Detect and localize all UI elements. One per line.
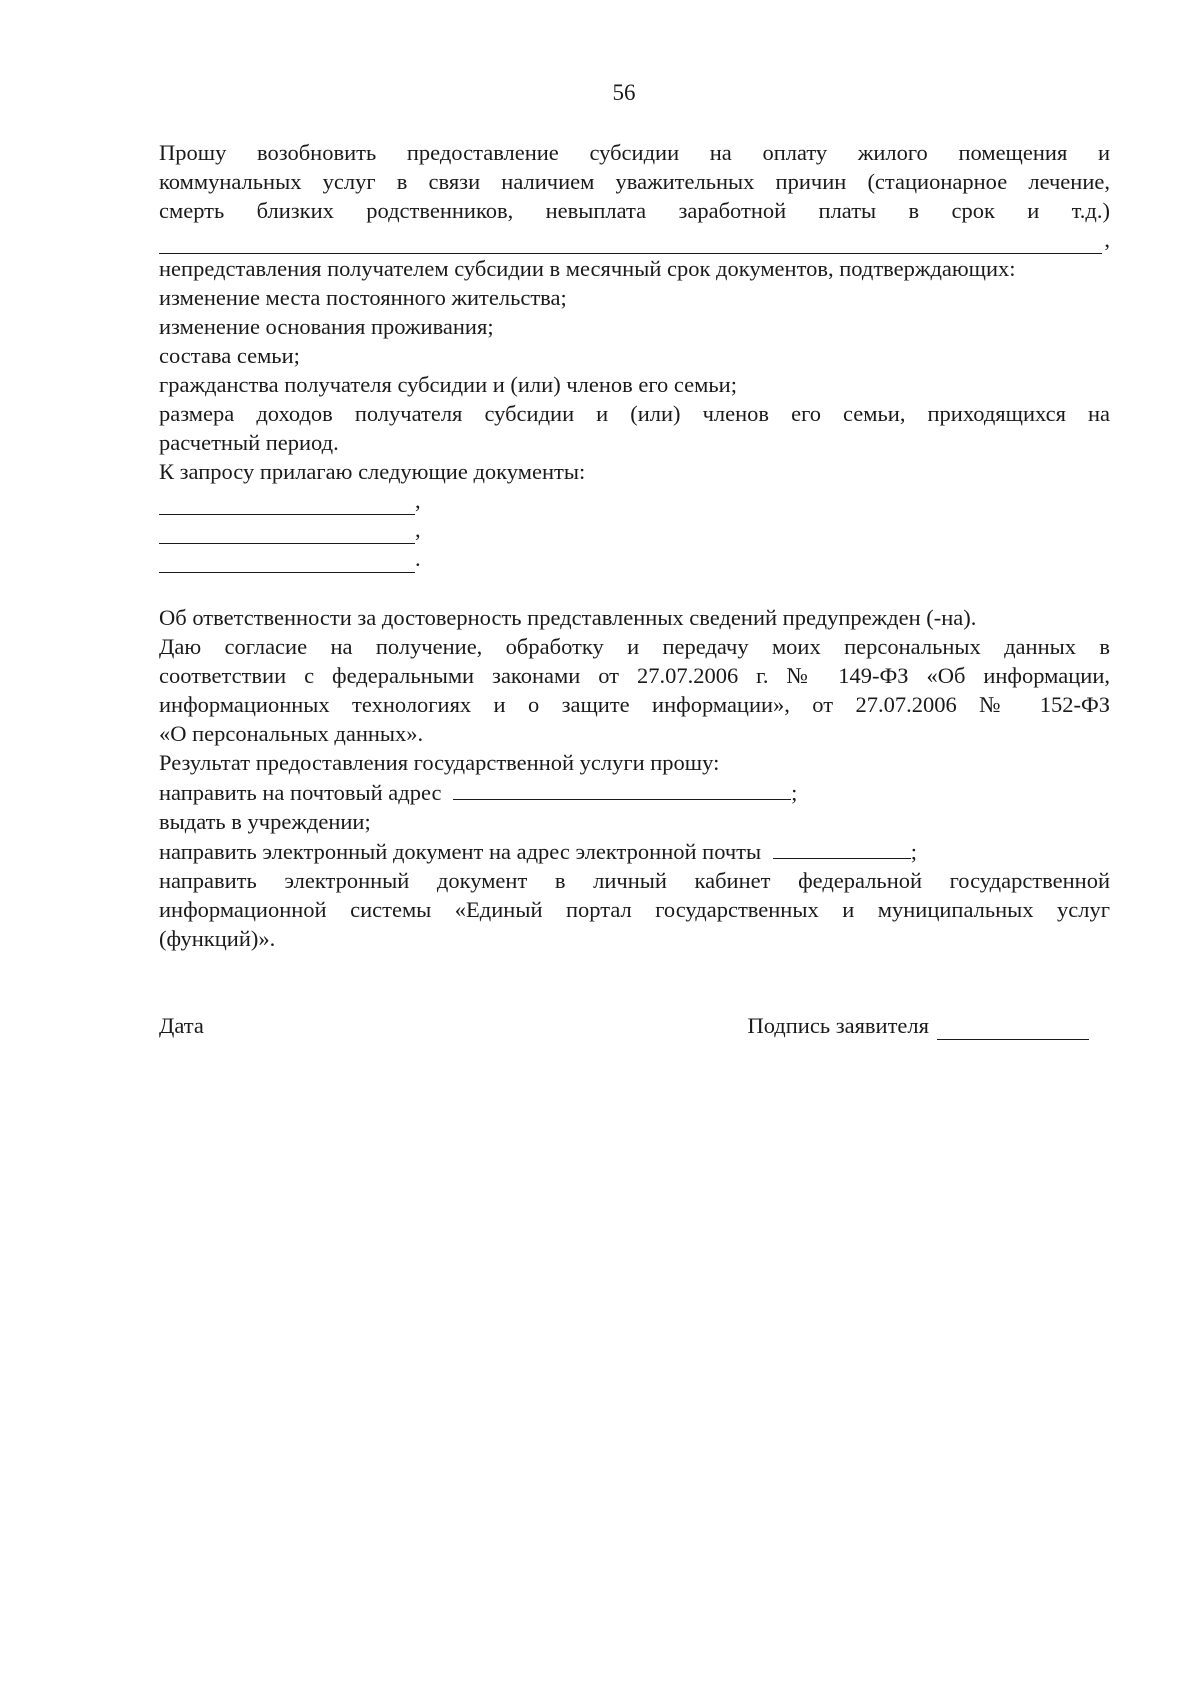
delivery-postal-row [159, 777, 1110, 807]
delivery-intro: Результат предоставления государственной услуги прошу: [159, 750, 720, 775]
ground-citizenship: гражданства получателя субсидии и (или) членов его семьи; [159, 372, 737, 397]
consent-line-2: соответствии с федеральными законами от 27.07.2006 г. № 149-ФЗ «Об информации, [159, 663, 1110, 688]
ground-income-line-2: расчетный период. [159, 430, 339, 455]
signature-label: Подпись заявителя [747, 1013, 929, 1038]
resume-request-line-1: Прошу возобновить предоставление субсидии на оплату жилого помещения и [159, 140, 1110, 165]
attachment-row-1 [159, 486, 1110, 515]
attachment-field-1[interactable] [159, 494, 415, 515]
delivery-portal-line-2: информационной системы «Единый портал государственных и муниципальных услуг [159, 897, 1110, 922]
delivery-postal-label: направить на почтовый адрес [159, 780, 442, 805]
consent-line-1: Даю согласие на получение, обработку и передачу моих персональных данных в [159, 634, 1110, 659]
delivery-email-label: направить электронный документ на адрес электронной почты [159, 839, 762, 864]
ground-income-line-1: размера доходов получателя субсидии и (или) членов его семьи, приходящихся на [159, 401, 1110, 426]
attachment-suffix-1: , [415, 488, 421, 513]
page-number: 56 [612, 80, 636, 105]
postal-address-field[interactable] [453, 777, 791, 800]
attachment-suffix-2: , [415, 517, 421, 542]
attachment-field-3[interactable] [159, 552, 415, 573]
reason-blank-suffix: , [1104, 227, 1110, 252]
delivery-email-suffix: ; [910, 839, 918, 864]
attachments-intro: К запросу прилагаю следующие документы: [159, 459, 586, 484]
ground-basis: изменение основания проживания; [159, 314, 494, 339]
attachment-row-2 [159, 515, 1110, 544]
consent-line-3: информационных технологиях и о защите информации», от 27.07.2006 № 152-ФЗ [159, 692, 1110, 717]
reason-blank-field[interactable] [159, 231, 1102, 254]
responsibility-statement: Об ответственности за достоверность представленных сведений предупрежден (-на). [159, 605, 977, 630]
form-body [159, 138, 1110, 1040]
delivery-portal-line-3: (функций)». [159, 926, 276, 951]
signature-block [747, 1011, 1089, 1040]
delivery-email-row [159, 836, 1110, 866]
attachment-suffix-3: . [415, 546, 421, 571]
spacer [159, 953, 1110, 1011]
ground-family: состава семьи; [159, 343, 300, 368]
date-label: Дата [159, 1013, 204, 1038]
grounds-intro: непредставления получателем субсидии в месячный срок документов, подтверждающих: [159, 256, 1016, 281]
resume-request-line-3: смерть близких родственников, невыплата заработной платы в срок и т.д.) [159, 198, 1110, 223]
consent-line-4: «О персональных данных». [159, 721, 424, 746]
delivery-postal-suffix: ; [791, 780, 798, 805]
email-address-field[interactable] [773, 836, 911, 859]
reason-blank-row [159, 225, 1110, 254]
signature-row [159, 1011, 1089, 1040]
spacer [159, 573, 1110, 603]
signature-field[interactable] [937, 1017, 1089, 1040]
delivery-office: выдать в учреждении; [159, 809, 371, 834]
attachment-row-3 [159, 544, 1110, 573]
ground-residence: изменение места постоянного жительства; [159, 285, 567, 310]
resume-request-line-2: коммунальных услуг в связи наличием уважительных причин (стационарное лечение, [159, 169, 1110, 194]
delivery-portal-line-1: направить электронный документ в личный кабинет федеральной государственной [159, 868, 1110, 893]
attachment-field-2[interactable] [159, 523, 415, 544]
